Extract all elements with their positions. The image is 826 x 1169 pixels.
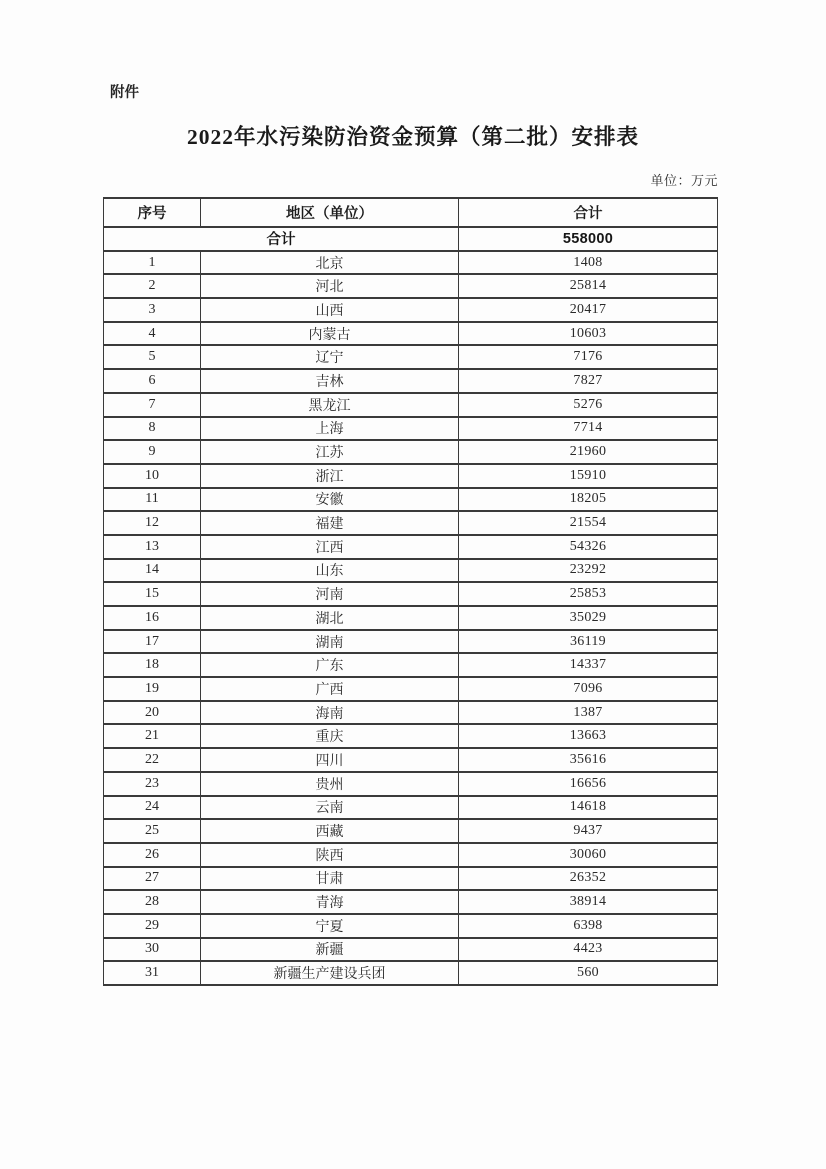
row-serial: 2 bbox=[104, 274, 201, 298]
row-amount: 21554 bbox=[459, 511, 718, 535]
row-serial: 28 bbox=[104, 890, 201, 914]
total-row bbox=[104, 227, 718, 251]
table-row bbox=[104, 251, 718, 275]
table-row bbox=[104, 701, 718, 725]
row-serial: 7 bbox=[104, 393, 201, 417]
table-row bbox=[104, 724, 718, 748]
table-row bbox=[104, 345, 718, 369]
row-amount: 13663 bbox=[459, 724, 718, 748]
table-row bbox=[104, 511, 718, 535]
row-serial: 13 bbox=[104, 535, 201, 559]
row-region: 安徽 bbox=[201, 488, 459, 512]
row-serial: 16 bbox=[104, 606, 201, 630]
table-row bbox=[104, 274, 718, 298]
table-row bbox=[104, 677, 718, 701]
header-row bbox=[104, 198, 718, 227]
row-serial: 10 bbox=[104, 464, 201, 488]
row-region: 辽宁 bbox=[201, 345, 459, 369]
row-amount: 38914 bbox=[459, 890, 718, 914]
row-region: 山西 bbox=[201, 298, 459, 322]
row-amount: 6398 bbox=[459, 914, 718, 938]
row-serial: 20 bbox=[104, 701, 201, 725]
unit-note: 单位：万元 bbox=[650, 173, 718, 188]
row-amount: 36119 bbox=[459, 630, 718, 654]
table-row bbox=[104, 606, 718, 630]
row-region: 河南 bbox=[201, 582, 459, 606]
row-serial: 15 bbox=[104, 582, 201, 606]
row-serial: 12 bbox=[104, 511, 201, 535]
total-row-label: 合计 bbox=[104, 227, 459, 251]
row-region: 宁夏 bbox=[201, 914, 459, 938]
row-amount: 1408 bbox=[459, 251, 718, 275]
table-row bbox=[104, 464, 718, 488]
row-region: 北京 bbox=[201, 251, 459, 275]
row-region: 山东 bbox=[201, 559, 459, 583]
row-serial: 31 bbox=[104, 961, 201, 985]
row-amount: 5276 bbox=[459, 393, 718, 417]
row-amount: 560 bbox=[459, 961, 718, 985]
table-row bbox=[104, 938, 718, 962]
row-region: 河北 bbox=[201, 274, 459, 298]
row-region: 黑龙江 bbox=[201, 393, 459, 417]
row-region: 海南 bbox=[201, 701, 459, 725]
table-row bbox=[104, 322, 718, 346]
row-amount: 7176 bbox=[459, 345, 718, 369]
row-region: 湖北 bbox=[201, 606, 459, 630]
row-region: 上海 bbox=[201, 417, 459, 441]
row-region: 甘肃 bbox=[201, 867, 459, 891]
row-amount: 35029 bbox=[459, 606, 718, 630]
row-serial: 9 bbox=[104, 440, 201, 464]
row-serial: 18 bbox=[104, 653, 201, 677]
row-amount: 4423 bbox=[459, 938, 718, 962]
row-serial: 14 bbox=[104, 559, 201, 583]
row-region: 陕西 bbox=[201, 843, 459, 867]
row-amount: 16656 bbox=[459, 772, 718, 796]
row-amount: 35616 bbox=[459, 748, 718, 772]
row-serial: 22 bbox=[104, 748, 201, 772]
row-amount: 18205 bbox=[459, 488, 718, 512]
table-row bbox=[104, 630, 718, 654]
table-row bbox=[104, 369, 718, 393]
row-serial: 23 bbox=[104, 772, 201, 796]
row-amount: 9437 bbox=[459, 819, 718, 843]
total-row-value: 558000 bbox=[459, 227, 718, 251]
table-row bbox=[104, 559, 718, 583]
row-region: 江西 bbox=[201, 535, 459, 559]
row-amount: 30060 bbox=[459, 843, 718, 867]
row-amount: 20417 bbox=[459, 298, 718, 322]
row-serial: 3 bbox=[104, 298, 201, 322]
row-serial: 17 bbox=[104, 630, 201, 654]
row-serial: 29 bbox=[104, 914, 201, 938]
row-serial: 27 bbox=[104, 867, 201, 891]
row-region: 内蒙古 bbox=[201, 322, 459, 346]
table-row bbox=[104, 417, 718, 441]
column-header-total: 合计 bbox=[459, 198, 718, 227]
row-region: 广东 bbox=[201, 653, 459, 677]
table-row bbox=[104, 867, 718, 891]
row-amount: 14618 bbox=[459, 796, 718, 820]
table-row bbox=[104, 393, 718, 417]
table-row bbox=[104, 440, 718, 464]
table-row bbox=[104, 535, 718, 559]
row-serial: 25 bbox=[104, 819, 201, 843]
table-row bbox=[104, 914, 718, 938]
row-serial: 21 bbox=[104, 724, 201, 748]
row-serial: 4 bbox=[104, 322, 201, 346]
row-amount: 7096 bbox=[459, 677, 718, 701]
row-region: 浙江 bbox=[201, 464, 459, 488]
row-region: 吉林 bbox=[201, 369, 459, 393]
row-serial: 8 bbox=[104, 417, 201, 441]
row-region: 青海 bbox=[201, 890, 459, 914]
row-region: 新疆生产建设兵团 bbox=[201, 961, 459, 985]
row-serial: 6 bbox=[104, 369, 201, 393]
column-header-serial: 序号 bbox=[104, 198, 201, 227]
row-amount: 21960 bbox=[459, 440, 718, 464]
row-serial: 5 bbox=[104, 345, 201, 369]
table-row bbox=[104, 748, 718, 772]
row-serial: 24 bbox=[104, 796, 201, 820]
row-amount: 15910 bbox=[459, 464, 718, 488]
column-header-region: 地区（单位） bbox=[201, 198, 459, 227]
row-region: 江苏 bbox=[201, 440, 459, 464]
row-region: 云南 bbox=[201, 796, 459, 820]
row-serial: 19 bbox=[104, 677, 201, 701]
row-amount: 14337 bbox=[459, 653, 718, 677]
table-row bbox=[104, 843, 718, 867]
row-amount: 54326 bbox=[459, 535, 718, 559]
table-row bbox=[104, 772, 718, 796]
row-region: 西藏 bbox=[201, 819, 459, 843]
row-amount: 7827 bbox=[459, 369, 718, 393]
table-row bbox=[104, 653, 718, 677]
row-amount: 26352 bbox=[459, 867, 718, 891]
row-region: 四川 bbox=[201, 748, 459, 772]
row-region: 广西 bbox=[201, 677, 459, 701]
table-row bbox=[104, 488, 718, 512]
row-region: 福建 bbox=[201, 511, 459, 535]
row-serial: 11 bbox=[104, 488, 201, 512]
row-region: 重庆 bbox=[201, 724, 459, 748]
table-row bbox=[104, 796, 718, 820]
row-region: 湖南 bbox=[201, 630, 459, 654]
table-row bbox=[104, 890, 718, 914]
row-amount: 25853 bbox=[459, 582, 718, 606]
row-amount: 7714 bbox=[459, 417, 718, 441]
row-amount: 25814 bbox=[459, 274, 718, 298]
row-region: 新疆 bbox=[201, 938, 459, 962]
row-serial: 30 bbox=[104, 938, 201, 962]
row-serial: 1 bbox=[104, 251, 201, 275]
row-region: 贵州 bbox=[201, 772, 459, 796]
budget-table bbox=[103, 197, 718, 986]
row-amount: 10603 bbox=[459, 322, 718, 346]
row-serial: 26 bbox=[104, 843, 201, 867]
table-row bbox=[104, 298, 718, 322]
row-amount: 1387 bbox=[459, 701, 718, 725]
table-row bbox=[104, 819, 718, 843]
attachment-label: 附件 bbox=[110, 85, 139, 101]
row-amount: 23292 bbox=[459, 559, 718, 583]
table-row bbox=[104, 961, 718, 985]
table-row bbox=[104, 582, 718, 606]
page-title: 2022年水污染防治资金预算（第二批）安排表 bbox=[186, 125, 639, 149]
